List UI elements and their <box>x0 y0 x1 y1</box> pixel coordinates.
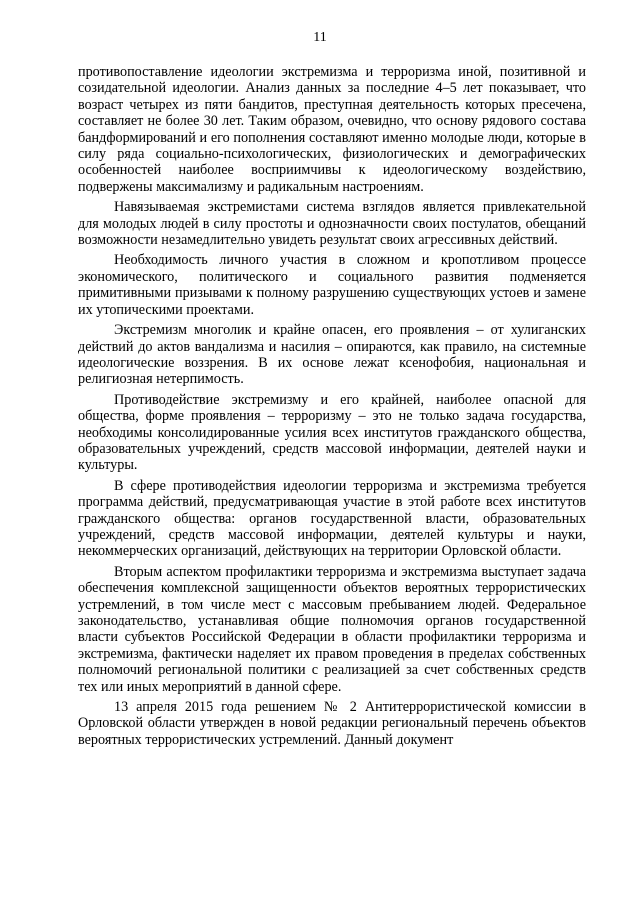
paragraph-2: Навязываемая экстремистами система взглядов является привлекательной для молодых людей в силу простоты и однозначности своих постулатов, обещаний возможности незамедлительно увидеть результат своих агрессивных действий. <box>78 199 586 249</box>
paragraph-6: В сфере противодействия идеологии терроризма и экстремизма требуется программа действий, предусматривающая участие в этой работе всех институтов гражданского общества: органов государственной власти, образовательных учреждений, средств массовой информации, деятелей культуры и науки, некоммерческих организаций, действующих на территории Орловской области. <box>78 477 586 560</box>
page-number: 11 <box>313 30 327 45</box>
document-body <box>78 64 586 748</box>
paragraph-8: 13 апреля 2015 года решением № 2 Антитеррористической комиссии в Орловской области утвержден в новой редакции региональный перечень объектов вероятных террористических устремлений. Данный документ <box>78 699 586 748</box>
paragraph-5: Противодействие экстремизму и его крайней, наиболее опасной для общества, форме проявления – терроризму – это не только задача государства, необходимы консолидированные усилия всех институтов гражданского общества, образовательных учреждений, средств массовой информации, деятелей науки и культуры. <box>78 391 586 474</box>
paragraph-4: Экстремизм многолик и крайне опасен, его проявления – от хулиганских действий до актов вандализма и насилия – опираются, как правило, на системные идеологические воззрения. В их основе лежат ксенофобия, национальная и религиозная нетерпимость. <box>78 322 586 388</box>
paragraph-7: Вторым аспектом профилактики терроризма и экстремизма выступает задача обеспечения комплексной защищенности объектов вероятных террористических устремлений, в том числе мест с массовым пребыванием людей. Федеральное законодательство, устанавливая общие полномочия органов государственной власти субъектов Российской Федерации в области профилактики терроризма и экстремизма, фактически наделяет их правом проведения в пределах собственных полномочий региональной политики с реализацией за счет собственных средств тех или иных мероприятий в данной сфере. <box>78 563 586 695</box>
paragraph-3: Необходимость личного участия в сложном и кропотливом процессе экономического, политического и социального развития подменяется примитивными призывами к полному разрушению существующих устоев и замене их утопическими проектами. <box>78 252 586 318</box>
paragraph-1: противопоставление идеологии экстремизма и терроризма иной, позитивной и созидательной идеологии. Анализ данных за последние 4–5 лет показывает, что возраст четырех из пяти бандитов, преступная деятельность которых пресечена, составляет не более 30 лет. Таким образом, очевидно, что основу рядового состава бандформирований и его пополнения составляют именно молодые люди, которые в силу ряда социально-психологических, физиологических и демографических особенностей наиболее восприимчивы к идеологическому воздействию, подвержены максимализму и радикальным настроениям. <box>78 64 586 195</box>
